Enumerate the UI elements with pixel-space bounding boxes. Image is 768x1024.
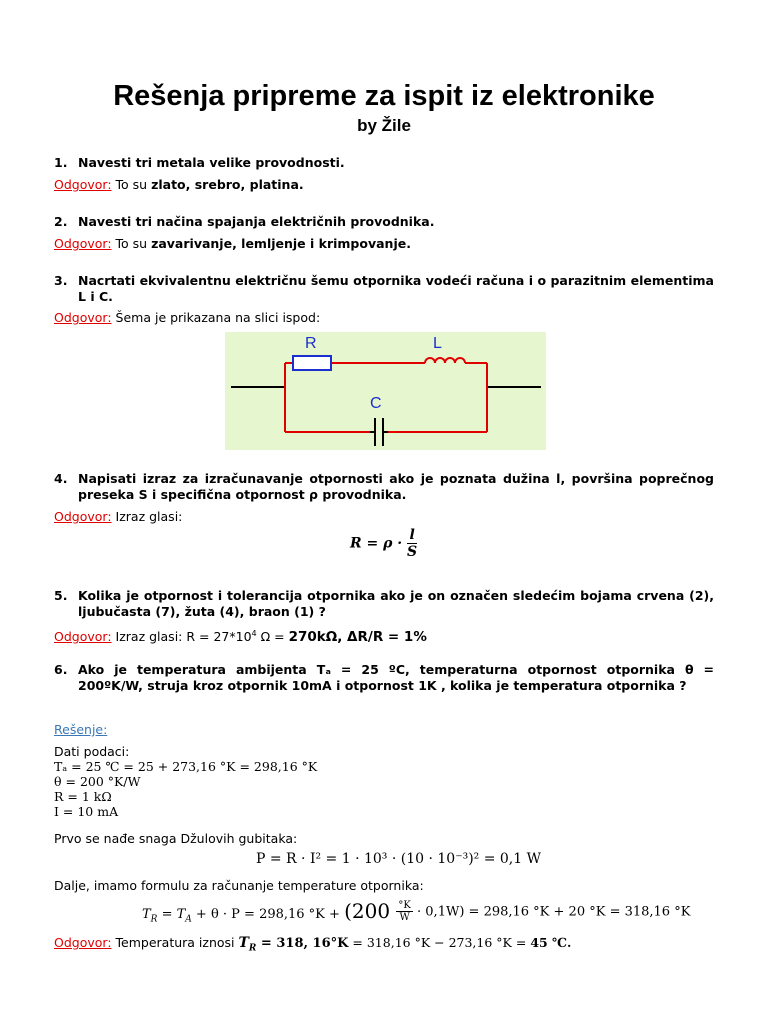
answer-rest: = 318,16 °K − 273,16 °K =: [348, 935, 531, 950]
answer-bold: zavarivanje, lemljenje i krimpovanje.: [151, 236, 411, 251]
eq-frac-num: °K: [398, 900, 411, 912]
answer-text: To su: [115, 236, 152, 251]
step-1-text: Prvo se nađe snaga Džulovih gubitaka:: [54, 831, 298, 846]
given-title: Dati podaci:: [54, 744, 130, 759]
resistance-formula: [350, 527, 417, 560]
answer-t-sub: R: [248, 943, 257, 954]
answer-final: 45 ℃.: [530, 935, 572, 950]
answer-3: [54, 310, 724, 326]
answer-text: Izraz glasi:: [115, 629, 187, 645]
question-text: Kolika je otpornost i tolerancija otpornika ako je on označen sledećim bojama crvena (2), ljubučasta (7), žuta (4), braon (1) ?: [78, 588, 714, 619]
question-text: Nacrtati ekvivalentnu električnu šemu otpornika vodeći računa i o parazitnim elementima L i C.: [78, 273, 714, 304]
eq-fraction: [396, 900, 412, 923]
answer-text: Temperatura iznosi: [115, 935, 239, 950]
answer-bold: = 318, 16°K: [256, 936, 349, 951]
eq-paren-right: · 0,1W): [412, 904, 465, 920]
question-number: 3.: [54, 273, 68, 288]
solution-label: Rešenje:: [54, 722, 108, 737]
answer-exponent: 4: [251, 629, 257, 638]
question-6: [54, 662, 714, 694]
answer-bold: 270kΩ, ΔR/R = 1%: [288, 629, 427, 646]
question-text: Napisati izraz za izračunavanje otpornosti ako je poznata dužina l, površina poprečnog preseka S i specifična otpornost ρ provodnika.: [78, 471, 714, 502]
resistor-label: R: [305, 335, 317, 352]
answer-6: [54, 935, 724, 957]
formula-lhs: R = ρ ·: [350, 535, 403, 552]
eq-paren-left: (200: [344, 899, 397, 923]
eq-t-sub: R: [150, 914, 158, 925]
answer-1: [54, 177, 724, 193]
resistor-symbol: [293, 356, 331, 370]
eq-t: T: [142, 907, 151, 922]
question-1: [54, 155, 714, 171]
eq-middle: + θ · P = 298,16 °K +: [191, 907, 345, 922]
answer-2: [54, 236, 724, 252]
answer-label: Odgovor:: [54, 509, 112, 524]
answer-label: Odgovor:: [54, 236, 112, 251]
question-text: Navesti tri načina spajanja električnih provodnika.: [78, 214, 435, 229]
formula-denominator: S: [407, 544, 418, 560]
answer-bold: zlato, srebro, platina.: [151, 177, 304, 192]
answer-5: [54, 626, 724, 645]
power-equation: P = R · I² = 1 · 10³ · (10 · 10⁻³)² = 0,1 W: [256, 851, 542, 867]
question-text: Ako je temperatura ambijenta Tₐ = 25 ºC, temperaturna otpornost otpornika θ = 200ºK/W, struja kroz otpornik 10mA i otpornost 1K , kolika je temperatura otpornika ?: [78, 662, 714, 693]
question-4: [54, 471, 714, 503]
question-number: 5.: [54, 588, 68, 603]
question-5: [54, 588, 714, 620]
circuit-svg: [225, 332, 546, 450]
eq-end: = 298,16 °K + 20 °K = 318,16 °K: [464, 904, 691, 920]
given-line-4: I = 10 mA: [54, 804, 119, 819]
inductor-label: L: [433, 335, 442, 352]
question-number: 4.: [54, 471, 68, 486]
question-text: Navesti tri metala velike provodnosti.: [78, 155, 345, 170]
temperature-equation: [142, 899, 690, 925]
answer-label: Odgovor:: [54, 310, 112, 325]
eq-ta-sub: A: [185, 914, 192, 925]
solution-heading: [54, 722, 107, 738]
capacitor-label: C: [370, 395, 382, 412]
given-line-3: R = 1 kΩ: [54, 789, 112, 804]
rlc-circuit-diagram: [225, 332, 546, 450]
answer-resistance: R = 27*10: [186, 629, 252, 645]
question-number: 1.: [54, 155, 68, 170]
formula-fraction: [407, 527, 417, 560]
given-line-1: Tₐ = 25 ℃ = 25 + 273,16 °K = 298,16 °K: [54, 759, 318, 774]
answer-t: T: [238, 935, 249, 951]
answer-text: To su: [115, 177, 152, 192]
given-line-2: θ = 200 °K/W: [54, 774, 141, 789]
eq-ta: = T: [157, 907, 186, 922]
question-number: 6.: [54, 662, 68, 677]
page-title: Rešenja pripreme za ispit iz elektronike: [113, 80, 655, 112]
answer-label: Odgovor:: [54, 629, 112, 645]
answer-text: Šema je prikazana na slici ispod:: [115, 310, 321, 325]
answer-label: Odgovor:: [54, 177, 112, 192]
answer-text: Izraz glasi:: [115, 509, 183, 524]
question-3: [54, 273, 714, 305]
answer-ohm: Ω =: [256, 629, 289, 645]
eq-frac-den: W: [399, 912, 410, 924]
step-2-text: Dalje, imamo formulu za računanje temperature otpornika:: [54, 878, 424, 893]
inductor-symbol: [425, 358, 465, 363]
question-number: 2.: [54, 214, 68, 229]
answer-label: Odgovor:: [54, 935, 112, 950]
formula-numerator: l: [407, 527, 417, 544]
question-2: [54, 214, 714, 230]
answer-4: [54, 509, 724, 525]
author-byline: by Žile: [357, 116, 411, 135]
